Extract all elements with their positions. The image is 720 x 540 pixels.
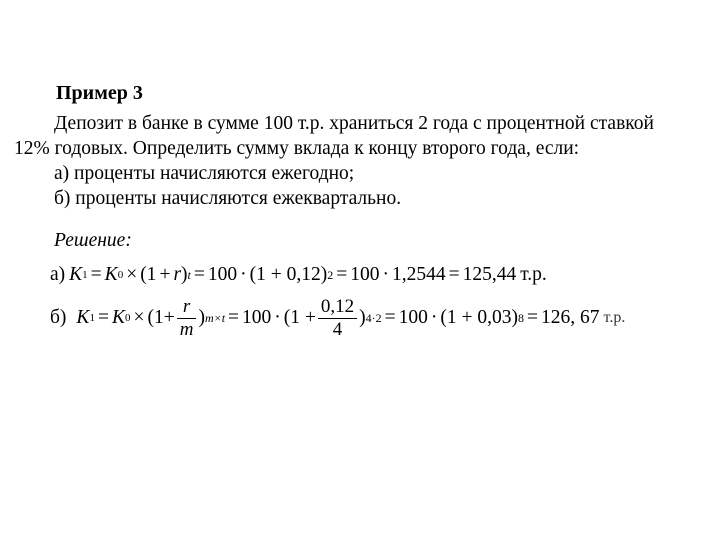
formula-b-k0: K (111, 307, 125, 328)
problem-line-2: 12% годовых. Определить сумму вклада к концу второго года, если: (14, 138, 580, 159)
problem-item-b: б) проценты начисляются ежеквартально. (54, 188, 402, 209)
formula-b-eq4: = (527, 307, 539, 328)
formula-a-plus: + (159, 264, 171, 285)
formula-a-label: а) (50, 264, 66, 285)
formula-b-label: б) (50, 307, 67, 328)
formula-a-eq1: = (90, 264, 102, 285)
formula-a-times: × (126, 264, 138, 285)
formula-b-dot2: · (430, 307, 438, 328)
formula-b-k1: K (76, 307, 90, 328)
formula-b-eq3: = (384, 307, 396, 328)
formula-a-result: 125,44 (462, 264, 517, 285)
formula-a-100: 100 (207, 264, 238, 285)
formula-a-k1: K (69, 264, 83, 285)
formula-b-frac2-den: 4 (332, 318, 343, 340)
formula-a-k0-sub: 0 (117, 269, 124, 281)
formula-b-exp-mt: m×t (204, 310, 226, 325)
formula-a-eq3: = (336, 264, 348, 285)
solution-heading: Решение: (54, 230, 132, 251)
formula-b-unit: т.р. (603, 309, 626, 326)
formula-b-exp-8: 8 (518, 310, 525, 325)
formula-b-close2: ) (359, 307, 366, 328)
formula-b-eq1: = (97, 307, 109, 328)
formula-a-factor: 1,2544 (392, 264, 446, 285)
formula-b-100: 100 (242, 307, 272, 328)
formula-b-frac1-num: r (182, 295, 191, 317)
formula-b-dot1: · (274, 307, 281, 328)
formula-a-r: r (173, 264, 182, 285)
formula-b-inner2: (1 + 0,03) (440, 307, 519, 328)
formula-a-exp-t: t (187, 267, 191, 282)
formula-a-k0: K (104, 264, 118, 285)
formula-a (50, 262, 547, 288)
formula-b-k1-sub: 1 (89, 312, 95, 324)
formula-b-open1: (1+ (147, 307, 175, 328)
formula-b-result: 126, 67 (541, 307, 600, 328)
formula-b-k0-sub: 0 (124, 312, 131, 324)
formula-a-open: (1 (140, 264, 157, 285)
formula-a-100b: 100 (350, 264, 380, 285)
formula-a-exp-2: 2 (327, 267, 334, 282)
formula-a-dot2: · (382, 264, 389, 285)
problem-statement (14, 111, 704, 211)
formula-a-k1-sub: 1 (82, 269, 88, 281)
formula-a-unit: т.р. (520, 264, 547, 285)
formula-b-open2: (1 + (283, 307, 316, 328)
example-title: Пример 3 (56, 82, 143, 104)
formula-b-times: × (133, 307, 145, 328)
problem-line-1: Депозит в банке в сумме 100 т.р. храниться 2 года с процентной ставкой (54, 113, 654, 134)
formula-a-dot1: · (240, 264, 247, 285)
formula-b-frac1-den: m (179, 318, 194, 340)
formula-a-inner: (1 + 0,12) (249, 264, 328, 285)
problem-item-a: а) проценты начисляются ежегодно; (54, 163, 355, 184)
formula-b-100b: 100 (398, 307, 428, 328)
formula-b-fraction-r-m (177, 296, 197, 341)
formula-a-eq4: = (448, 264, 460, 285)
formula-a-eq2: = (193, 264, 205, 285)
formula-b-frac2-num: 0,12 (320, 295, 355, 317)
formula-b-eq2: = (228, 307, 240, 328)
formula-b-exp-42: 4·2 (365, 310, 382, 325)
formula-a-close: ) (181, 264, 188, 285)
formula-b-close1: ) (198, 307, 205, 328)
formula-b-fraction-rate (318, 296, 357, 341)
formula-b (50, 294, 625, 342)
